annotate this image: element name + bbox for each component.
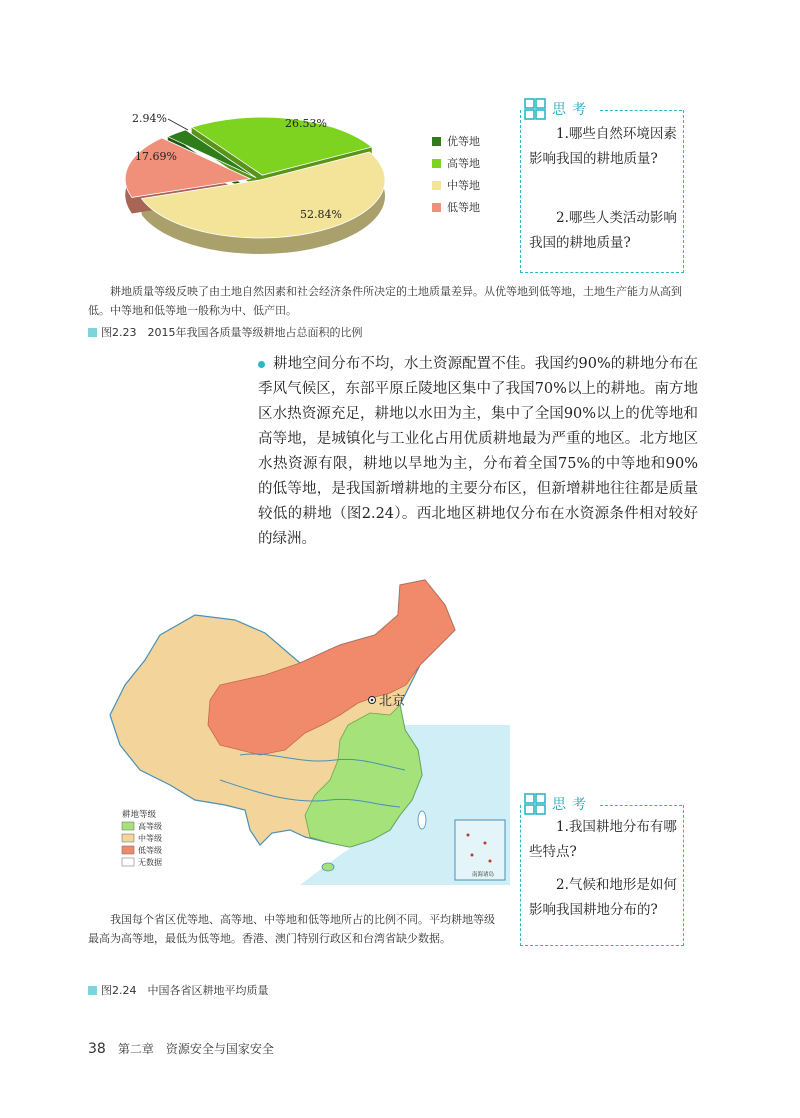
map-legend-swatch [122, 834, 134, 842]
map-legend-label: 无数据 [138, 858, 162, 867]
legend-item [432, 152, 522, 174]
think-question-1: 1.哪些自然环境因素影响我国的耕地质量? [529, 126, 677, 167]
body-text: 耕地空间分布不均，水土资源配置不佳。我国约90%的耕地分布在季风气候区，东部平原丘陵地区集中了我国70%以上的耕地。南方地区水热资源充足，耕地以水田为主，集中了全国90%以上的优等地和高等地，是城镇化与工业化占用优质耕地最为严重的地区。北方地区水热资源有限，耕地以旱地为主，分布着全国75%的中等地和90%的低等地，是我国新增耕地的主要分布区，但新增耕地往往都是质量较低的耕地（图2.24）。西北地区耕地仅分布在水资源条件相对较好的绿洲。 [258, 356, 698, 547]
pie-leader-line [168, 119, 188, 130]
fig224-description: 我国每个省区优等地、高等地、中等地和低等地所占的比例不同。平均耕地等级最高为高等地，最低为低等地。香港、澳门特别行政区和台湾省缺少数据。 [88, 913, 495, 945]
beijing-label: 北京 [379, 694, 406, 709]
legend-swatch [432, 159, 441, 168]
legend-item [432, 174, 522, 196]
map-legend-swatch [122, 846, 134, 854]
fig224-title: 图2.24 中国各省区耕地平均质量 [101, 984, 269, 997]
map-inset-island [467, 834, 470, 837]
fig223-label [88, 324, 363, 340]
legend-label: 优等地 [447, 135, 480, 148]
legend-swatch [432, 203, 441, 212]
think-title: 思考 [552, 797, 592, 813]
page-footer [88, 1040, 274, 1057]
pie-data-label: 52.84% [300, 208, 342, 221]
body-paragraph [258, 352, 698, 552]
map-legend-swatch [122, 822, 134, 830]
map-inset-island [489, 860, 492, 863]
map-legend-label: 低等级 [138, 846, 162, 855]
page-number: 38 [88, 1040, 106, 1057]
pie-data-label: 26.53% [285, 117, 327, 130]
think-question-1: 1.我国耕地分布有哪些特点? [529, 819, 677, 860]
fig223-description: 耕地质量等级反映了由土地自然因素和社会经济条件所决定的土地质量差异。从优等地到低等地，土地生产能力从高到低。中等地和低等地一般称为中、低产田。 [88, 285, 682, 317]
legend-item [432, 130, 522, 152]
map-legend-swatch [122, 858, 134, 866]
pie-chart [110, 100, 410, 275]
map-inset-island [471, 854, 474, 857]
bullet-icon [258, 361, 265, 368]
map-inset-frame [455, 820, 505, 880]
map-hainan [322, 863, 334, 871]
pie-data-label: 2.94% [132, 112, 167, 125]
fig223-title: 图2.23 2015年我国各质量等级耕地占总面积的比例 [101, 326, 363, 339]
pie-data-label: 17.69% [135, 150, 177, 163]
think-box [520, 110, 684, 273]
think-question-2: 2.哪些人类活动影响我国的耕地质量? [529, 210, 677, 251]
pie-legend [432, 130, 522, 218]
map-legend-title: 耕地等级 [122, 810, 157, 820]
map-legend-label: 中等级 [138, 834, 162, 843]
china-farmland-map [100, 575, 510, 885]
think-box [520, 805, 684, 946]
legend-label: 低等地 [447, 201, 480, 214]
map-legend-label: 高等级 [138, 822, 162, 831]
think-question-2: 2.气候和地形是如何影响我国耕地分布的? [529, 877, 677, 918]
map-inset-label: 南海诸岛 [472, 872, 495, 878]
legend-label: 高等地 [447, 157, 480, 170]
think-title: 思考 [552, 102, 592, 118]
legend-swatch [432, 181, 441, 190]
figure-marker-icon [88, 328, 97, 337]
figure-marker-icon [88, 986, 97, 995]
legend-swatch [432, 137, 441, 146]
map-taiwan [418, 811, 426, 829]
legend-item [432, 196, 522, 218]
legend-label: 中等地 [447, 179, 480, 192]
map-inset-island [484, 842, 487, 845]
beijing-marker-dot [371, 699, 374, 702]
fig224-label [88, 982, 269, 998]
chapter-title: 第二章 资源安全与国家安全 [117, 1042, 274, 1056]
